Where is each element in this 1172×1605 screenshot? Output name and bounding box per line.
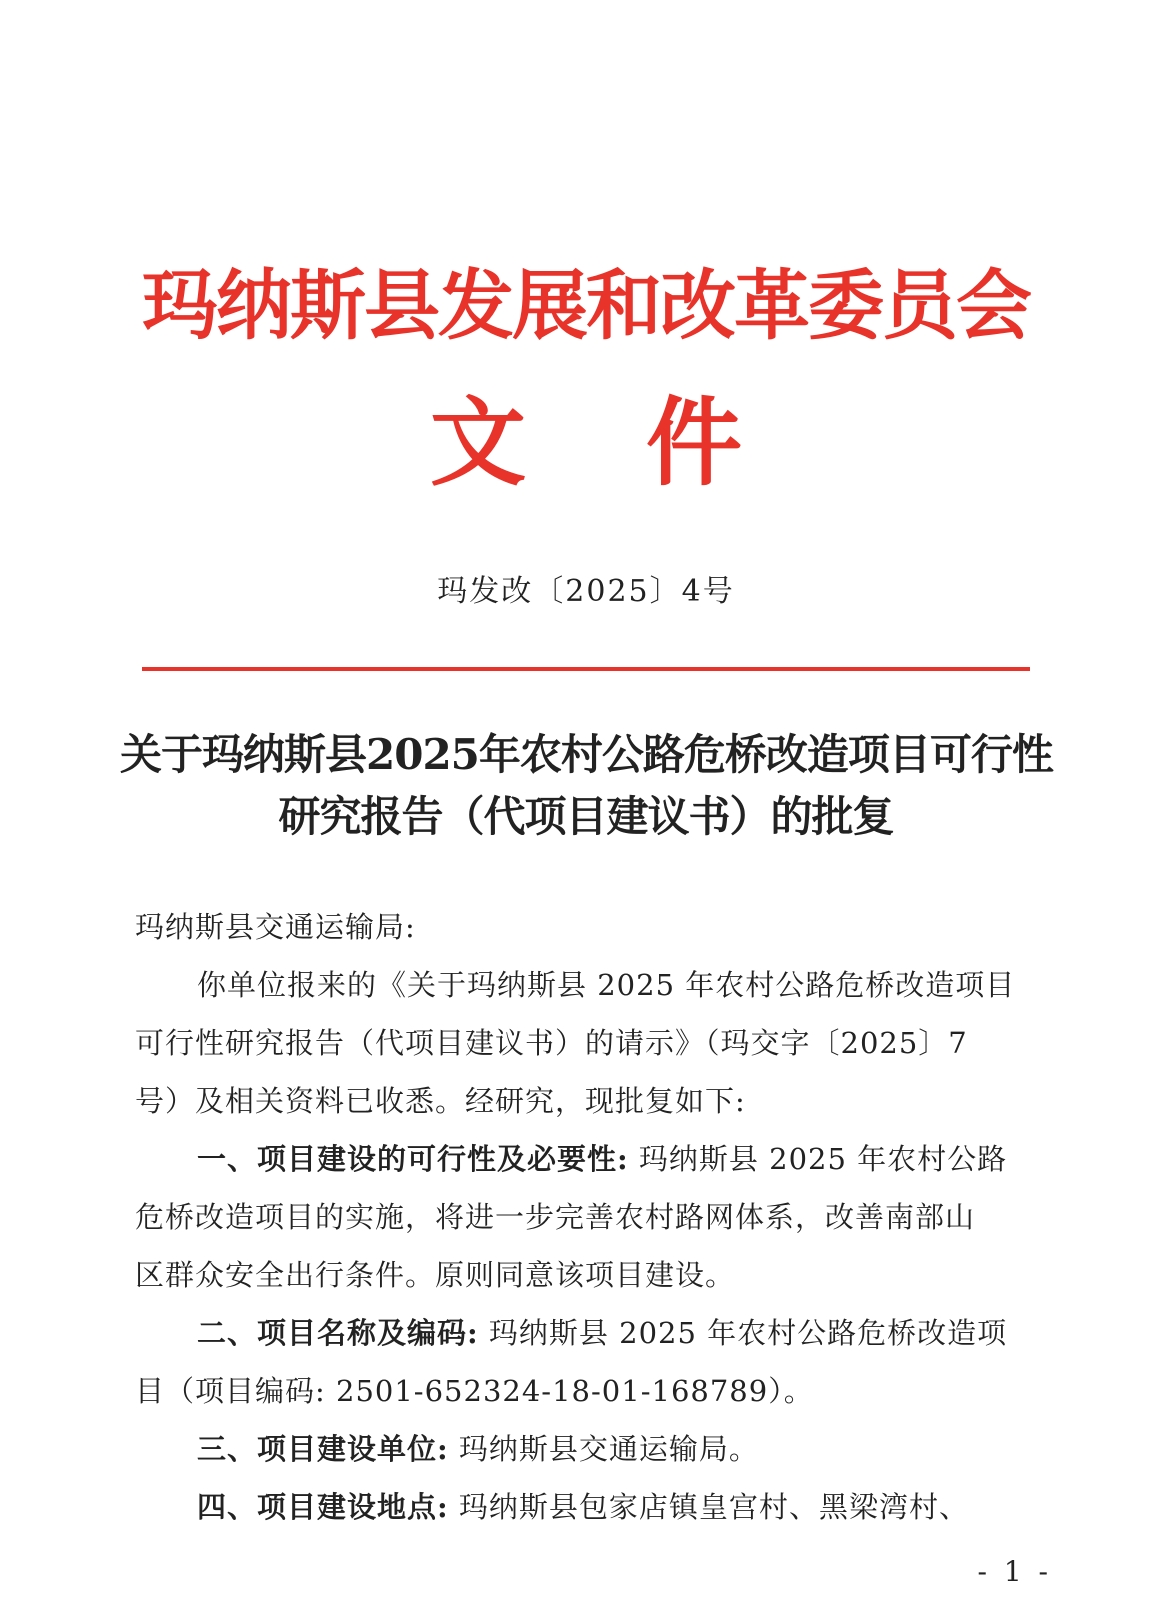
document-number: 玛发改〔2025〕4号 <box>437 574 735 609</box>
section-2-text: 玛纳斯县 2025 年农村公路危桥改造项 <box>478 1316 1008 1350</box>
document-title <box>120 724 1052 848</box>
section-1-text: 玛纳斯县 2025 年农村公路 <box>628 1142 1008 1176</box>
issuer-name: 玛纳斯县发展和改革委员会 <box>142 261 1030 350</box>
document-body <box>135 898 1035 1536</box>
section-3-text: 玛纳斯县交通运输局。 <box>448 1432 759 1466</box>
section-4-heading: 四、项目建设地点: <box>197 1490 449 1524</box>
body-line: 可行性研究报告（代项目建议书）的请示》（玛交字〔2025〕7 <box>135 1026 968 1060</box>
section-3-heading: 三、项目建设单位: <box>197 1432 449 1466</box>
title-line-1: 关于玛纳斯县2025年农村公路危桥改造项目可行性 <box>120 730 1053 779</box>
body-line: 你单位报来的《关于玛纳斯县 2025 年农村公路危桥改造项目 <box>197 968 1016 1002</box>
section-1 <box>135 1130 1035 1188</box>
section-4-text: 玛纳斯县包家店镇皇宫村、黑梁湾村、 <box>448 1490 969 1524</box>
addressee: 玛纳斯县交通运输局: <box>135 910 416 944</box>
body-line: 号）及相关资料已收悉。经研究，现批复如下: <box>135 1084 746 1118</box>
red-divider <box>142 667 1030 671</box>
body-line: 危桥改造项目的实施，将进一步完善农村路网体系，改善南部山 <box>135 1200 976 1234</box>
section-2 <box>135 1304 1035 1362</box>
title-line-2: 研究报告（代项目建议书）的批复 <box>278 792 894 841</box>
section-3 <box>135 1420 1035 1478</box>
section-1-heading: 一、项目建设的可行性及必要性: <box>197 1142 629 1176</box>
section-4 <box>135 1478 1035 1536</box>
page-number: - 1 - <box>977 1555 1052 1588</box>
body-line: 目（项目编码: 2501-652324-18-01-168789）。 <box>135 1374 814 1408</box>
document-type: 文件 <box>430 386 862 499</box>
body-line: 区群众安全出行条件。原则同意该项目建设。 <box>135 1258 736 1292</box>
section-2-heading: 二、项目名称及编码: <box>197 1316 479 1350</box>
